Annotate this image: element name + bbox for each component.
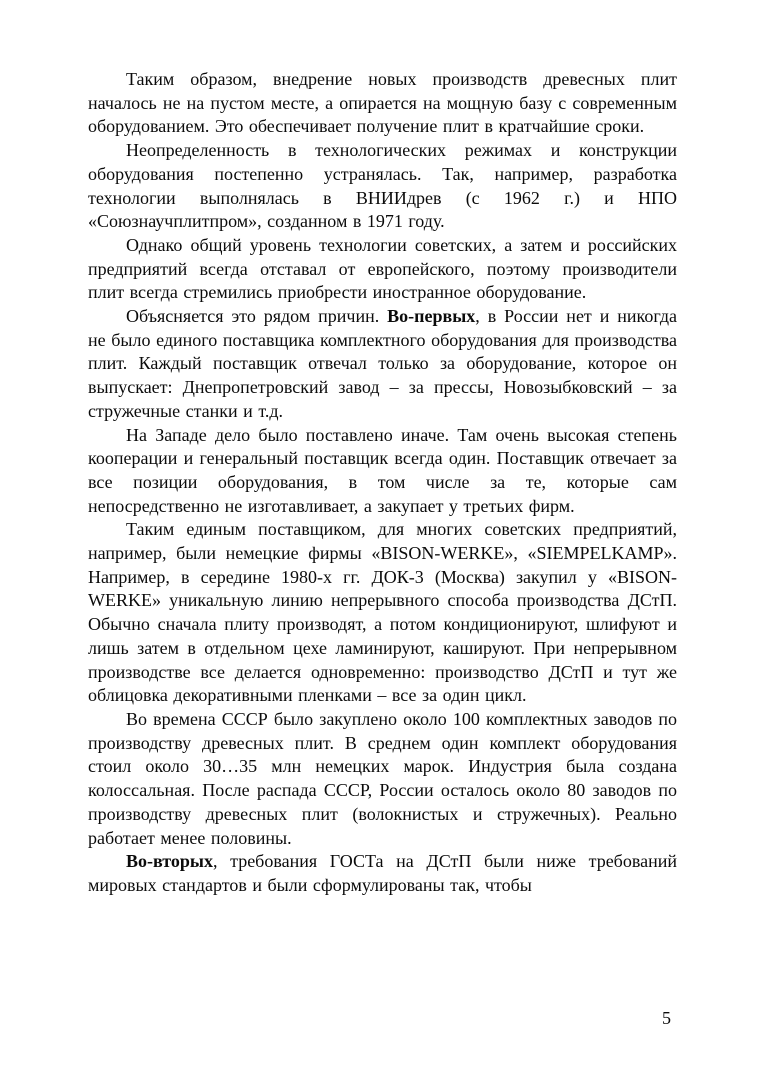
paragraph-text-pre: Объясняется это рядом причин. (126, 306, 388, 327)
paragraph-text: Таким образом, внедрение новых производств древесных плит началось не на пустом месте, а опирается на мощную базу с современным оборудованием. Это обеспечивает получение плит в кратчайшие сроки. (88, 69, 677, 137)
paragraph-second-reason (88, 850, 677, 897)
paragraph-text: Во времена СССР было закуплено около 100 комплектных заводов по производству древесных плит. В среднем один комплект оборудования стоил около 30…35 млн немецких марок. Индустрия была создана колоссальная. После распада СССР, России осталось около 80 заводов по производству древесных плит (волокнистых и стружечных). Реально работает менее половины. (88, 708, 677, 848)
paragraph-ussr-purchases (88, 708, 677, 850)
paragraph-text: Однако общий уровень технологии советских, а затем и российских предприятий всегда отставал от европейского, поэтому производители плит всегда стремились приобрести иностранное оборудование. (88, 234, 677, 303)
paragraph-text: На Западе дело было поставлено иначе. Там очень высокая степень кооперации и генеральный поставщик всегда один. Поставщик отвечает за все позиции оборудования, в том числе за те, которые сам непосредственно не изготавливает, а закупает у третьих фирм. (88, 424, 677, 516)
paragraph-text-post: , в России нет и никогда не было единого поставщика комплектного оборудования для производства плит. Каждый поставщик отвечал только за оборудование, которое он выпускает: Днепропетровский завод – за прессы, Новозыбковский – за стружечные станки и т.д. (88, 306, 677, 421)
paragraph-german-suppliers (88, 518, 677, 708)
text-block (88, 68, 677, 898)
paragraph-intro-base (88, 68, 677, 139)
paragraph-tech-level (88, 234, 677, 305)
paragraph-western-approach (88, 424, 677, 519)
paragraph-bold-term: Во-вторых (126, 851, 213, 872)
page-number: 5 (662, 1008, 671, 1028)
paragraph-bold-term: Во-первых (387, 306, 476, 327)
paragraph-text: Неопределенность в технологических режимах и конструкции оборудования постепенно устранялась. Так, например, разработка технологии выполнялась в ВНИИдрев (с 1962 г.) и НПО «Союзнаучплитпром», созданном в 1971 году. (88, 140, 677, 232)
paragraph-text: Таким единым поставщиком, для многих советских предприятий, например, были немецкие фирмы «BISON-WERKE», «SIEMPELKAMP». Например, в середине 1980-х гг. ДОК-3 (Москва) закупил у «BISON-WERKE» уникальную линию непрерывного способа производства ДСтП. Обычно сначала плиту производят, а потом кондиционируют, шлифуют и лишь затем в отдельном цехе ламинируют, кашируют. При непрерывном производстве все делается одновременно: производство ДСтП и тут же облицовка декоративными пленками – все за один цикл. (88, 519, 677, 706)
paragraph-first-reason (88, 305, 677, 424)
paragraph-uncertainty (88, 139, 677, 234)
paragraph-text-post: , требования ГОСТа на ДСтП были ниже требований мировых стандартов и были сформулированы так, чтобы (88, 851, 677, 895)
